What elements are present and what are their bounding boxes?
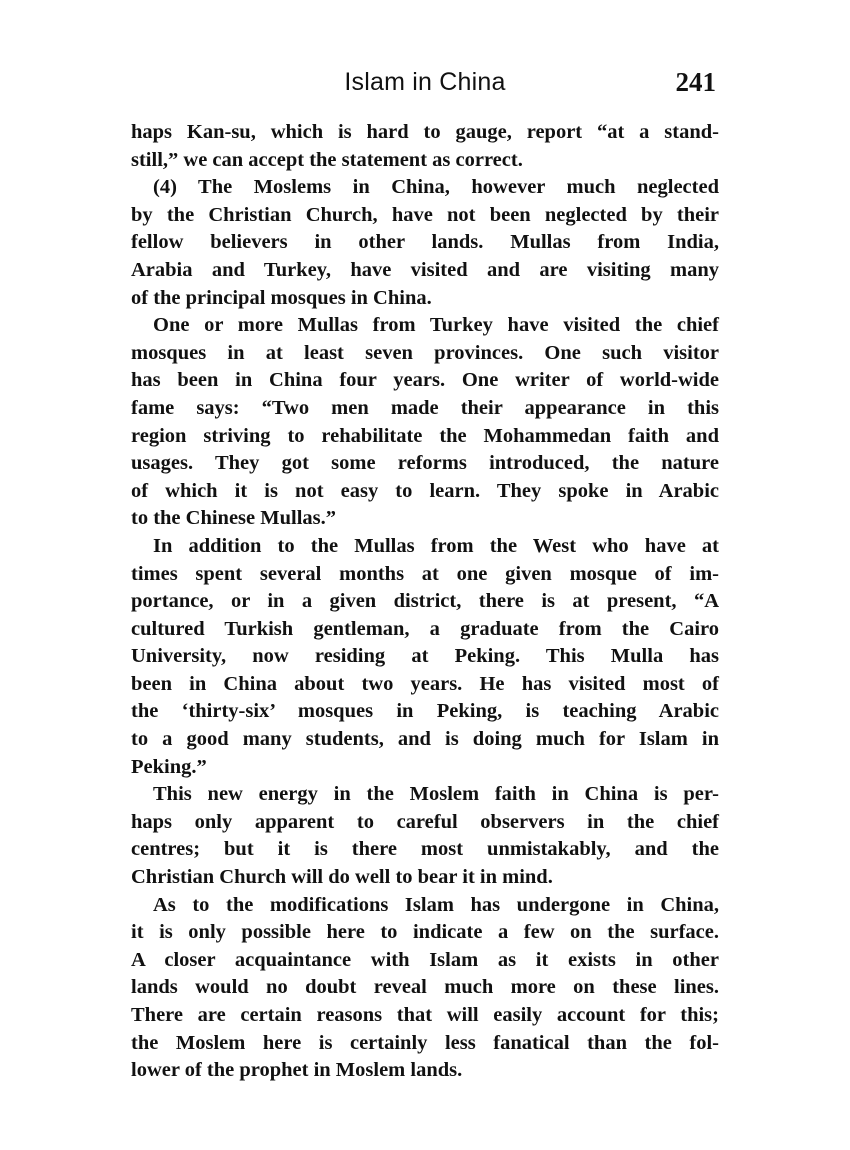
text-line: still,” we can accept the statement as correct. bbox=[131, 148, 523, 171]
text-line: centres; but it is there most unmistakably, and the bbox=[131, 838, 719, 861]
text-line: to a good many students, and is doing much for Islam in bbox=[131, 728, 719, 751]
text-line: the ‘thirty-six’ mosques in Peking, is teaching Arabic bbox=[131, 700, 719, 723]
paragraph-first-line: (4) The Moslems in China, however much neglected bbox=[153, 176, 719, 199]
text-line: times spent several months at one given mosque of im- bbox=[131, 562, 719, 585]
text-line: of the principal mosques in China. bbox=[131, 286, 432, 309]
text-line: of which it is not easy to learn. They spoke in Arabic bbox=[131, 479, 719, 502]
text-line: it is only possible here to indicate a few on the surface. bbox=[131, 921, 719, 944]
text-line: There are certain reasons that will easily account for this; bbox=[131, 1004, 719, 1026]
text-line: haps Kan-su, which is hard to gauge, report “at a stand- bbox=[131, 121, 719, 143]
text-line: Peking.” bbox=[131, 755, 207, 778]
text-line: portance, or in a given district, there is at present, “A bbox=[131, 590, 719, 613]
paragraph-first-line: In addition to the Mullas from the West who have at bbox=[153, 534, 719, 557]
text-line: Christian Church will do well to bear it in mind. bbox=[131, 866, 553, 889]
text-line: A closer acquaintance with Islam as it exists in other bbox=[131, 948, 719, 971]
text-line: fame says: “Two men made their appearance in this bbox=[131, 396, 719, 419]
paragraph-first-line: One or more Mullas from Turkey have visited the chief bbox=[153, 314, 719, 337]
text-line: Arabia and Turkey, have visited and are visiting many bbox=[131, 258, 719, 281]
page-number: 241 bbox=[675, 67, 716, 97]
text-line: usages. They got some reforms introduced, the nature bbox=[131, 452, 719, 475]
text-line: University, now residing at Peking. This Mulla has bbox=[131, 645, 719, 668]
running-header bbox=[130, 66, 720, 98]
text-line: has been in China four years. One writer of world-wide bbox=[131, 369, 719, 392]
text-line: cultured Turkish gentleman, a graduate from the Cairo bbox=[131, 617, 719, 640]
text-line: been in China about two years. He has visited most of bbox=[131, 672, 719, 695]
text-line: the Moslem here is certainly less fanatical than the fol- bbox=[131, 1031, 719, 1054]
text-line: haps only apparent to careful observers in the chief bbox=[131, 810, 719, 833]
text-line: lands would no doubt reveal much more on these lines. bbox=[131, 976, 719, 999]
text-line: fellow believers in other lands. Mullas from India, bbox=[131, 231, 719, 254]
text-line: mosques in at least seven provinces. One such visitor bbox=[131, 341, 719, 364]
text-line: region striving to rehabilitate the Mohammedan faith and bbox=[131, 424, 719, 447]
text-line: lower of the prophet in Moslem lands. bbox=[131, 1059, 463, 1082]
paragraph-first-line: This new energy in the Moslem faith in China is per- bbox=[153, 783, 719, 806]
text-line: to the Chinese Mullas.” bbox=[131, 507, 336, 530]
paragraph-first-line: As to the modifications Islam has undergone in China, bbox=[153, 893, 719, 916]
text-line: by the Christian Church, have not been neglected by their bbox=[131, 203, 719, 226]
running-title: Islam in China bbox=[344, 68, 506, 96]
body-text bbox=[131, 119, 719, 1085]
